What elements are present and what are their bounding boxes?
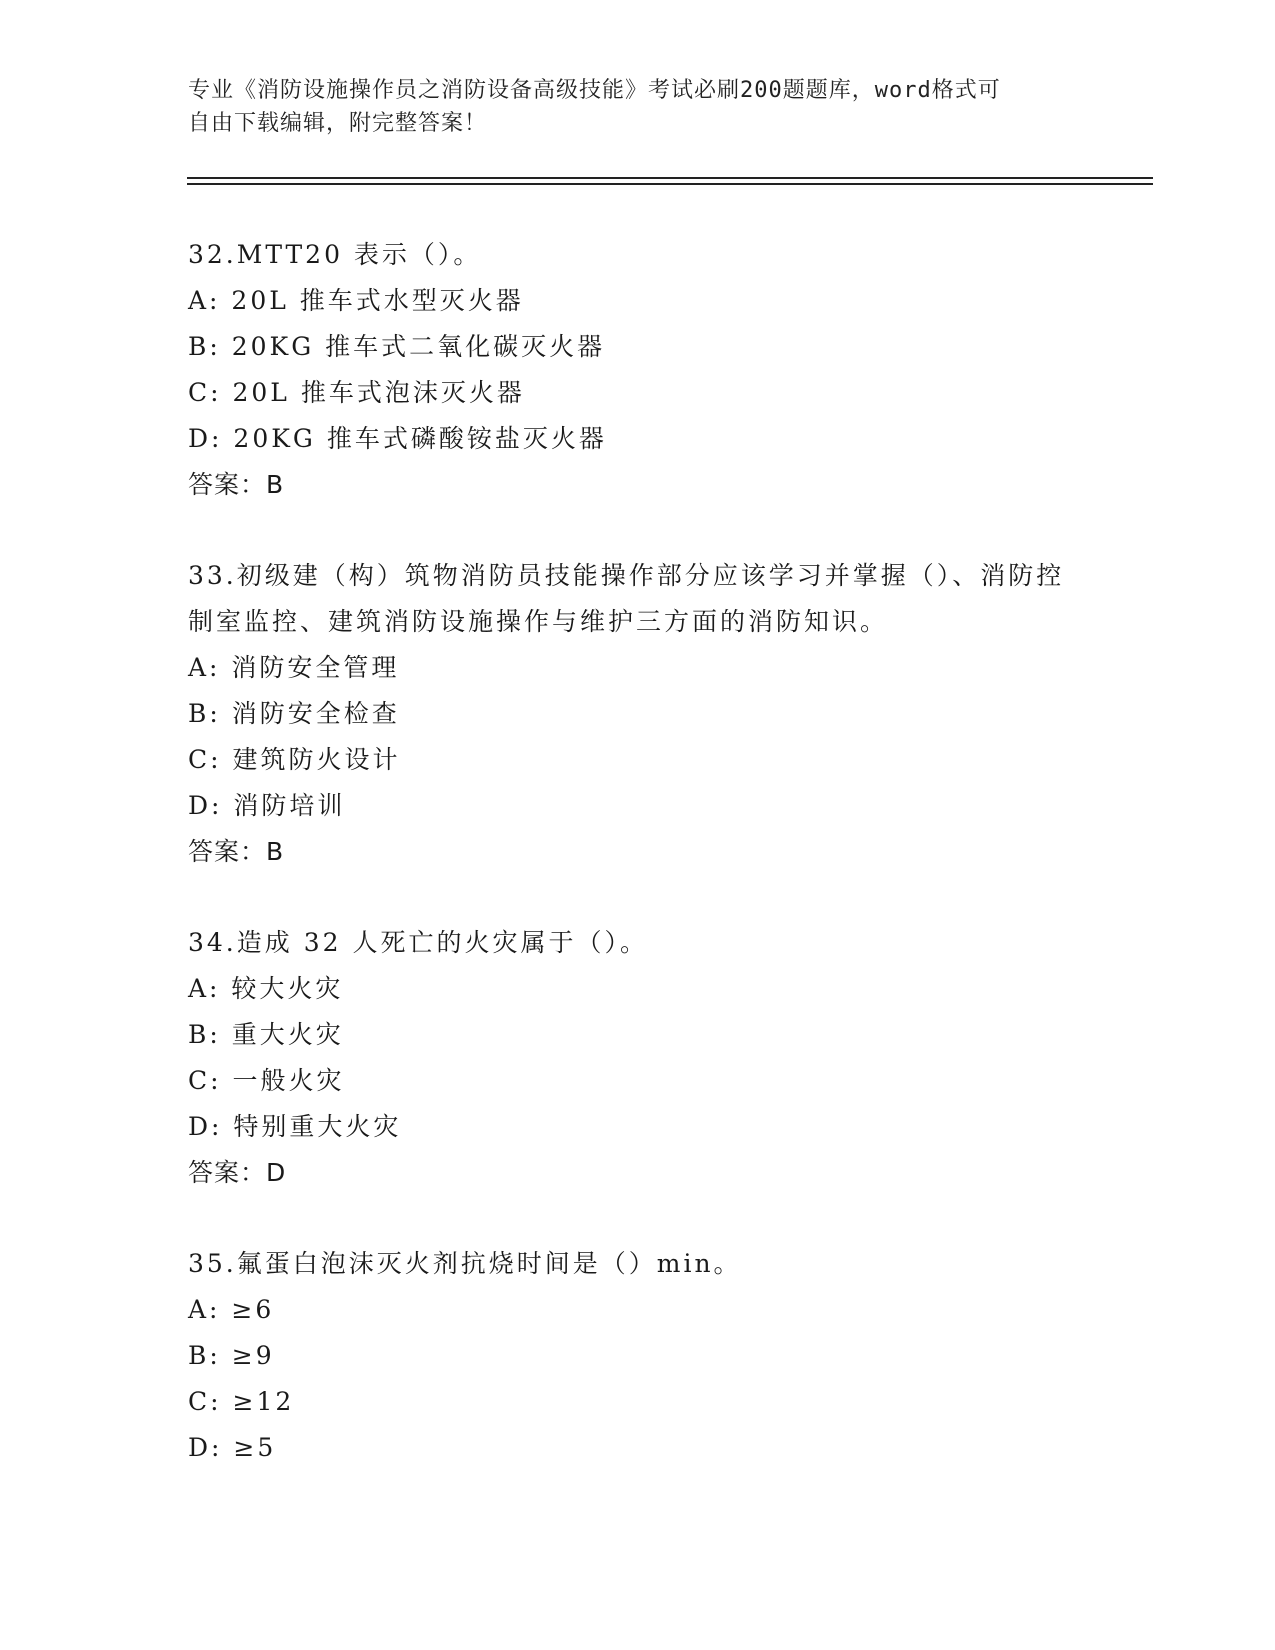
option-b: B: ≥9	[188, 1341, 275, 1370]
option-b: B: 重大火灾	[188, 1020, 344, 1049]
option-a: A: 较大火灾	[188, 974, 344, 1003]
option-d: D: 消防培训	[188, 791, 346, 820]
question-stem: 32.MTT20 表示（）。	[188, 240, 482, 269]
option-c: C: 建筑防火设计	[188, 745, 401, 774]
question-stem: 34.造成 32 人死亡的火灾属于（）。	[188, 928, 648, 957]
question-stem: 35.氟蛋白泡沫灭火剂抗烧时间是（）min。	[188, 1249, 742, 1278]
question-item	[188, 1241, 1088, 1471]
option-d: D: 特别重大火灾	[188, 1112, 402, 1141]
option-d: D: 20KG 推车式磷酸铵盐灭火器	[188, 424, 607, 453]
option-c: C: ≥12	[188, 1387, 295, 1416]
header-title-line-2: 自由下载编辑，附完整答案！	[188, 111, 488, 136]
question-item	[188, 232, 1088, 508]
answer-line: 答案：B	[188, 837, 285, 866]
answer-line: 答案：B	[188, 470, 285, 499]
option-a: A: ≥6	[188, 1295, 275, 1324]
option-b: B: 20KG 推车式二氧化碳灭火器	[188, 332, 606, 361]
question-item	[188, 920, 1088, 1196]
header-title-line-1: 专业《消防设施操作员之消防设备高级技能》考试必刷200题题库，word格式可	[188, 78, 1001, 103]
header-divider-bottom	[187, 183, 1153, 185]
option-d: D: ≥5	[188, 1433, 277, 1462]
option-a: A: 20L 推车式水型灭火器	[188, 286, 524, 315]
question-stem: 33.初级建（构）筑物消防员技能操作部分应该学习并掌握（）、消防控制室监控、建筑消防设施操作与维护三方面的消防知识。	[188, 561, 1065, 636]
document-header	[188, 74, 1068, 140]
answer-line: 答案：D	[188, 1158, 287, 1187]
option-b: B: 消防安全检查	[188, 699, 400, 728]
option-c: C: 20L 推车式泡沫灭火器	[188, 378, 525, 407]
question-list	[188, 232, 1088, 1516]
question-item	[188, 553, 1088, 875]
header-divider-top	[187, 177, 1153, 179]
option-a: A: 消防安全管理	[188, 653, 400, 682]
option-c: C: 一般火灾	[188, 1066, 345, 1095]
